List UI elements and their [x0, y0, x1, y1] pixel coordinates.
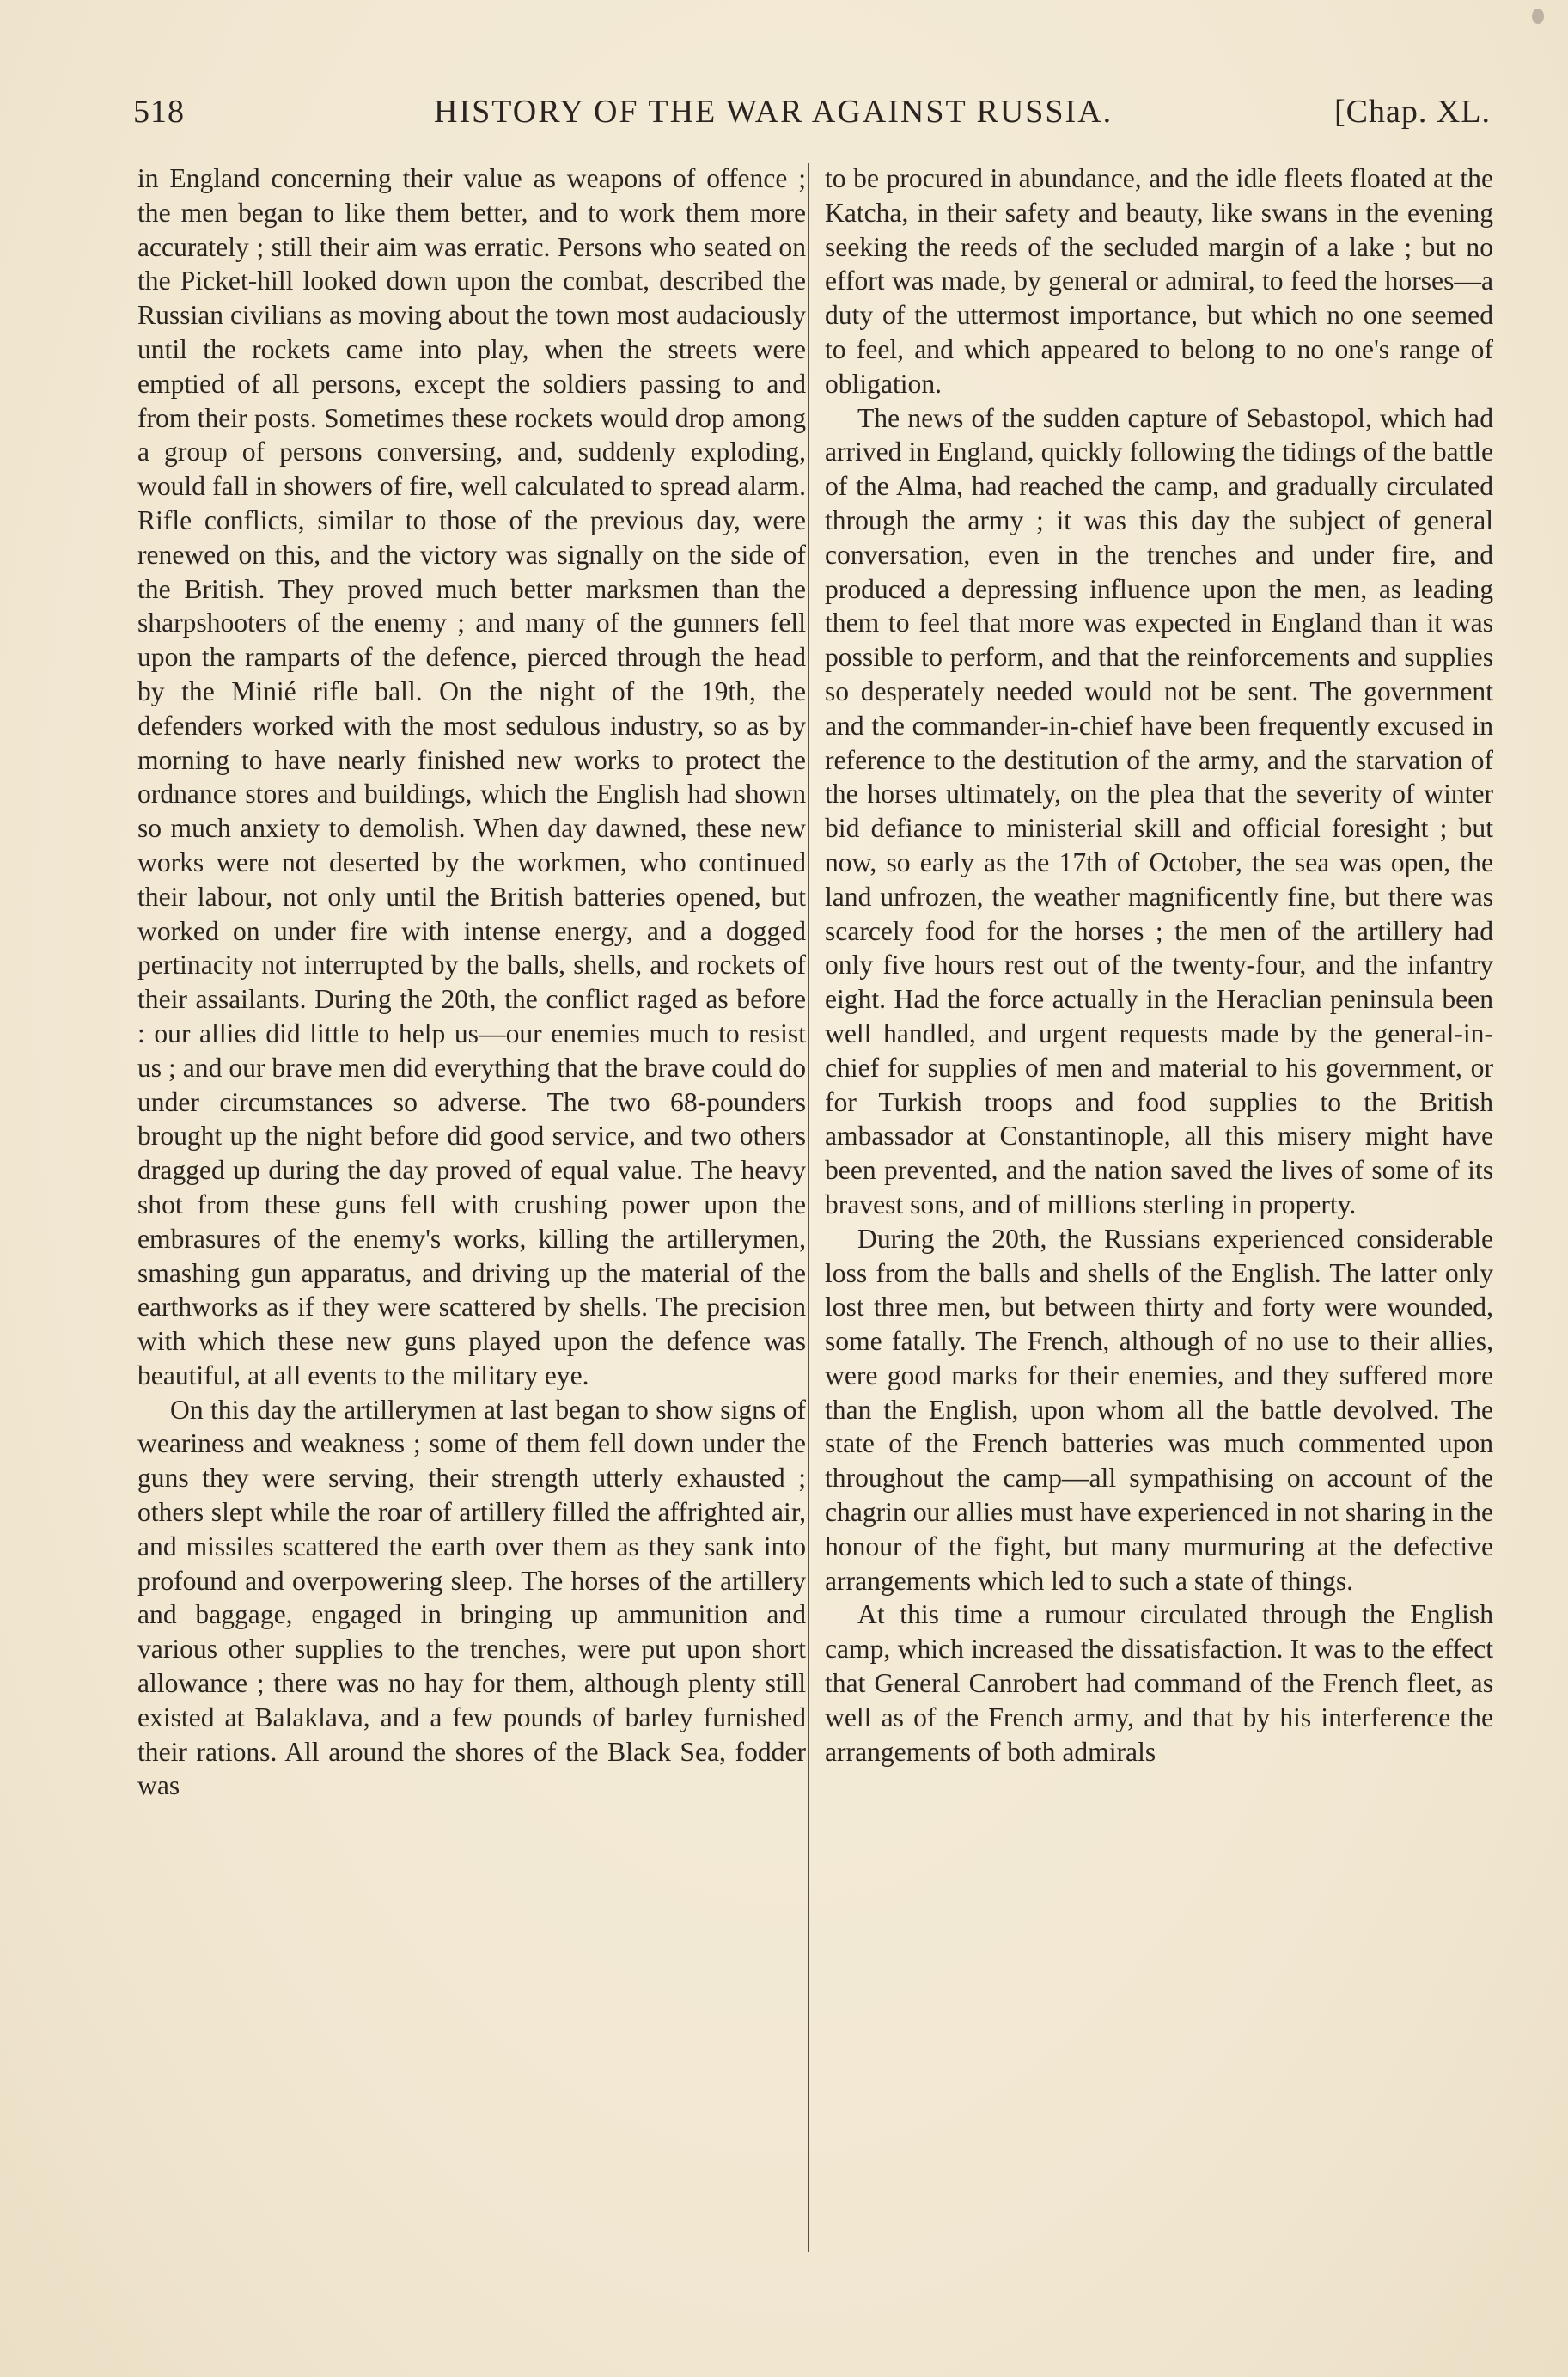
- running-title: HISTORY OF THE WAR AGAINST RUSSIA.: [434, 94, 1113, 130]
- page-number: 518: [133, 94, 185, 130]
- paragraph: in England concerning their value as weapons of offence ; the men began to like them better, and to work them more accurately ; still their aim was erratic. Persons who seated on the Picket-hill looked down upon the combat, described the Russian civilians as moving about the town most audaciously until the rockets came into play, when the streets were emptied of all persons, except the soldiers passing to and from their posts. Sometimes these rockets would drop among a group of persons conversing, and, suddenly exploding, would fall in showers of fire, well calculated to spread alarm. Rifle conflicts, similar to those of the previous day, were renewed on this, and the victory was signally on the side of the British. They proved much better marksmen than the sharpshooters of the enemy ; and many of the gunners fell upon the ramparts of the defence, pierced through the head by the Minié rifle ball. On the night of the 19th, the defenders worked with the most sedulous industry, so as by morning to have nearly finished new works to protect the ordnance stores and buildings, which the English had shown so much anxiety to demolish. When day dawned, these new works were not deserted by the workmen, who continued their labour, not only until the British batteries opened, but worked on under fire with intense energy, and a dogged pertinacity not interrupted by the balls, shells, and rockets of their assailants. During the 20th, the conflict raged as before : our allies did little to help us—our enemies much to resist us ; and our brave men did everything that the brave could do under circumstances so adverse. The two 68-pounders brought up the night before did good service, and two others dragged up during the day proved of equal value. The heavy shot from these guns fell with crushing power upon the embrasures of the enemy's works, killing the artillerymen, smashing gun apparatus, and driving up the material of the earthworks as if they were scattered by shells. The precision with which these new guns played upon the defence was beautiful, at all events to the military eye.: [137, 163, 806, 1390]
- paragraph: At this time a rumour circulated through the English camp, which increased the dissatisfaction. It was to the effect that General Canrobert had command of the French fleet, as well as of the French army, and that by his interference the arrangements of both admirals: [825, 1599, 1493, 1767]
- chapter-reference: [Chap. XL.: [1333, 94, 1491, 130]
- column-divider: [808, 163, 809, 2252]
- page-header: [133, 93, 1491, 136]
- paragraph: The news of the sudden capture of Sebastopol, which had arrived in England, quickly following the tidings of the battle of the Alma, had reached the camp, and gradually circulated through the army ; it was this day the subject of general conversation, even in the trenches and under fire, and produced a depressing influence upon the men, as leading them to feel that more was expected in England than it was possible to perform, and that the reinforcements and supplies so desperately needed would not be sent. The government and the commander-in-chief have been frequently excused in reference to the destitution of the army, and the starvation of the horses ultimately, on the plea that the severity of winter bid defiance to ministerial skill and official foresight ; but now, so early as the 17th of October, the sea was open, the land unfrozen, the weather magnificently fine, but there was scarcely food for the horses ; the men of the artillery had only five hours rest out of the twenty-four, and the infantry eight. Had the force actually in the Heraclian peninsula been well handled, and urgent requests made by the general-in-chief for supplies of men and material to his government, or for Turkish troops and food supplies to the British ambassador at Constantinople, all this misery might have been prevented, and the nation saved the lives of some of its bravest sons, and of millions sterling in property.: [825, 402, 1493, 1219]
- left-column: [137, 162, 806, 2241]
- paper-speck: [1532, 9, 1544, 24]
- paragraph: During the 20th, the Russians experienced considerable loss from the balls and shells of the English. The latter only lost three men, but between thirty and forty were wounded, some fatally. The French, although of no use to their allies, were good marks for their enemies, and they suffered more than the English, upon whom all the battle devolved. The state of the French batteries was much commented upon throughout the camp—all sympathising on account of the chagrin our allies must have experienced in not sharing in the honour of the fight, but many murmuring at the defective arrangements which led to such a state of things.: [825, 1223, 1493, 1596]
- paragraph: to be procured in abundance, and the idle fleets floated at the Katcha, in their safety and beauty, like swans in the evening seeking the reeds of the secluded margin of a lake ; but no effort was made, by general or admiral, to feed the horses—a duty of the uttermost importance, but which no one seemed to feel, and which appeared to belong to no one's range of obligation.: [825, 163, 1493, 399]
- paragraph: On this day the artillerymen at last began to show signs of weariness and weakness ; some of them fell down under the guns they were serving, their strength utterly exhausted ; others slept while the roar of artillery filled the affrighted air, and missiles scattered the earth over them as they sank into profound and overpowering sleep. The horses of the artillery and baggage, engaged in bringing up ammunition and various other supplies to the trenches, were put upon short allowance ; there was no hay for them, although plenty still existed at Balaklava, and a few pounds of barley furnished their rations. All around the shores of the Black Sea, fodder was: [137, 1394, 806, 1801]
- right-column: [825, 162, 1493, 2241]
